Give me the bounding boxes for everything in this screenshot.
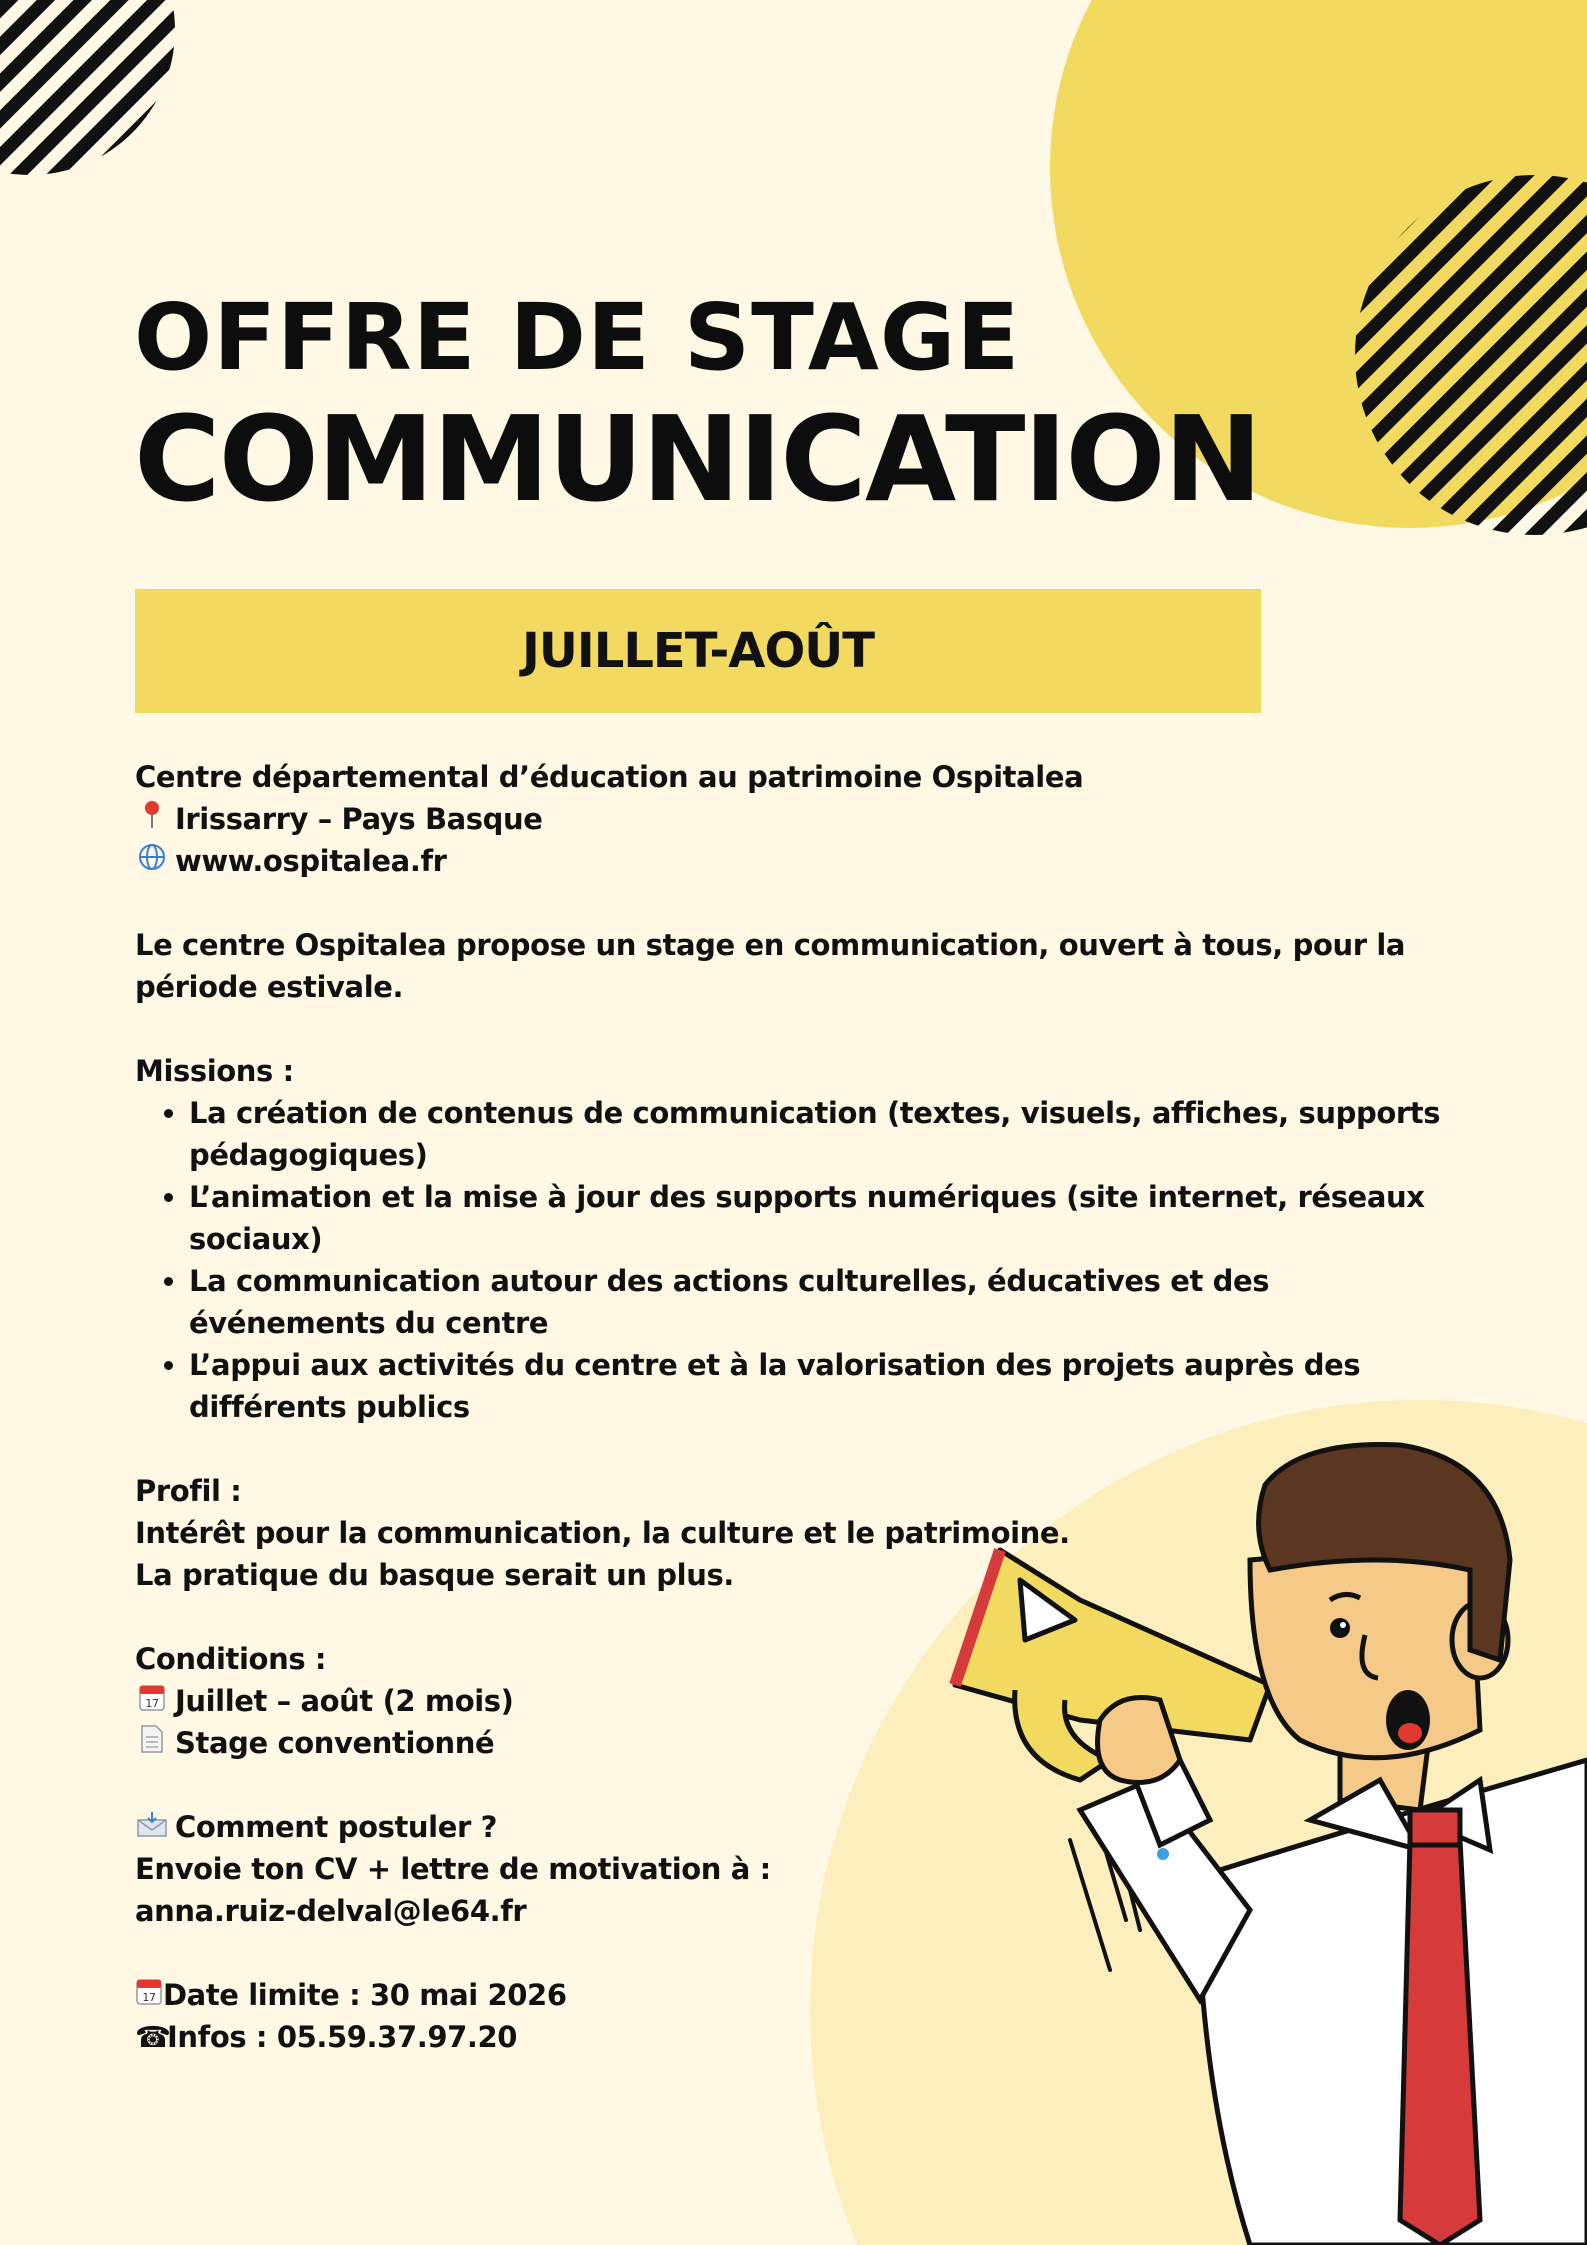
org-location-line <box>135 798 1465 840</box>
conditions-heading: Conditions : <box>135 1642 327 1676</box>
svg-text:17: 17 <box>142 1991 156 2004</box>
svg-text:17: 17 <box>145 1697 159 1710</box>
envelope-icon <box>135 1806 169 1848</box>
apply-email-link[interactable]: anna.ruiz-delval@le64.fr <box>135 1894 527 1928</box>
document-icon <box>135 1722 169 1764</box>
period-banner <box>135 589 1261 713</box>
calendar-icon <box>135 1974 163 2016</box>
conditions-duration: Juillet – août (2 mois) <box>175 1684 514 1718</box>
missions-list <box>135 1092 1465 1428</box>
period-label: JUILLET-AOÛT <box>522 623 874 679</box>
apply-instructions: Envoie ton CV + lettre de motivation à : <box>135 1852 771 1886</box>
org-name: Centre départemental d’éducation au patrimoine Ospitalea <box>135 760 1084 794</box>
org-website-line <box>135 840 1465 882</box>
missions-heading: Missions : <box>135 1054 294 1088</box>
list-item: • L’animation et la mise à jour des supports numériques (site internet, réseaux sociaux) <box>189 1176 1465 1260</box>
profil-line-2: La pratique du basque serait un plus. <box>135 1558 734 1592</box>
title-line-2: COMMUNICATION <box>134 390 1261 528</box>
profil-line-1: Intérêt pour la communication, la culture et le patrimoine. <box>135 1516 1070 1550</box>
stripes-top-left <box>0 0 180 180</box>
conditions-type: Stage conventionné <box>175 1726 495 1760</box>
apply-heading: Comment postuler ? <box>175 1810 497 1844</box>
list-item: • La communication autour des actions culturelles, éducatives et des événements du centre <box>189 1260 1465 1344</box>
list-item: • La création de contenus de communication (textes, visuels, affiches, supports pédagogiques) <box>189 1092 1465 1176</box>
title-line-1: OFFRE DE STAGE <box>134 284 1021 391</box>
phone-info: Infos : 05.59.37.97.20 <box>167 2020 518 2054</box>
globe-icon <box>135 840 169 882</box>
org-location: Irissarry – Pays Basque <box>175 802 543 836</box>
intro-text: Le centre Ospitalea propose un stage en communication, ouvert à tous, pour la période estivale. <box>135 928 1406 1004</box>
pin-icon <box>135 798 169 840</box>
megaphone-man-illustration <box>780 1400 1587 2245</box>
calendar-icon <box>135 1680 169 1722</box>
phone-icon: ☎ <box>135 2020 171 2054</box>
list-item: • L’appui aux activités du centre et à la valorisation des projets auprès des différents publics <box>189 1344 1465 1428</box>
org-website-link[interactable]: www.ospitalea.fr <box>175 844 447 878</box>
profil-heading: Profil : <box>135 1474 242 1508</box>
deadline: Date limite : 30 mai 2026 <box>163 1978 567 2012</box>
